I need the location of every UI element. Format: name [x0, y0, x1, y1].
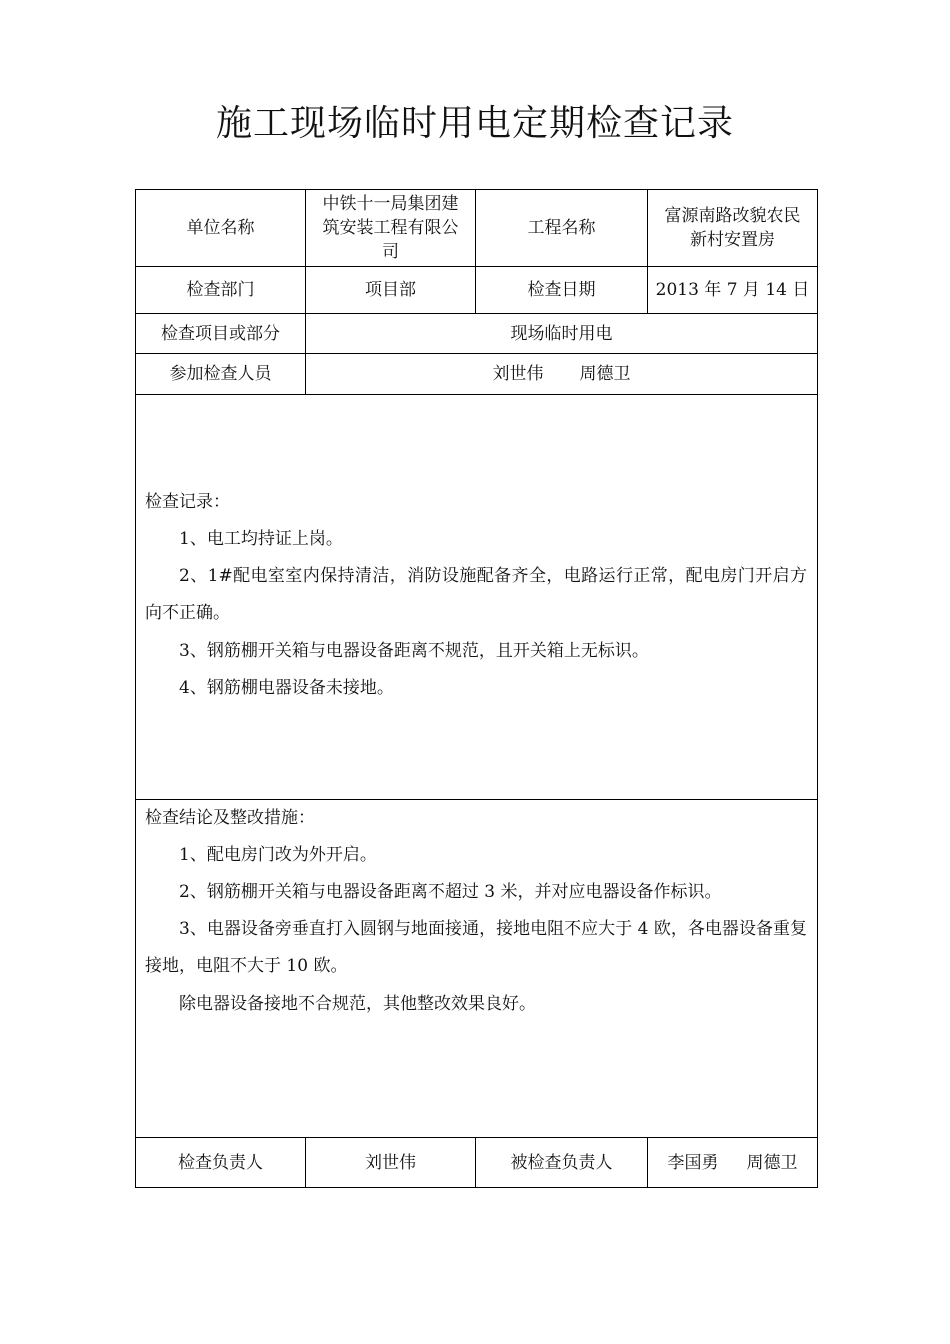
item-value: 现场临时用电	[306, 314, 818, 354]
dept-value: 项目部	[306, 267, 476, 314]
conclusion-item: 1、配电房门改为外开启。	[179, 845, 377, 865]
inspectee-value	[648, 1138, 818, 1188]
conclusion-item: 3、电器设备旁垂直打入圆钢与地面接通，接地电阻不应大于 4 欧，各电器设备重复接地，电阻不大于 10 欧。	[145, 919, 807, 976]
inspectee-label: 被检查负责人	[476, 1138, 648, 1188]
record-heading: 检查记录：	[145, 492, 230, 512]
record-item: 4、钢筋棚电器设备未接地。	[179, 678, 394, 698]
row-record	[136, 395, 818, 800]
row-dept	[136, 267, 818, 314]
item-label: 检查项目或部分	[136, 314, 306, 354]
inspectee-name-1: 李国勇	[667, 1152, 719, 1173]
row-conclusion	[136, 800, 818, 1138]
conclusion-section	[136, 800, 817, 1137]
page-title: 施工现场临时用电定期检查记录	[215, 103, 734, 144]
conclusion-item: 2、钢筋棚开关箱与电器设备距离不超过 3 米，并对应电器设备作标识。	[179, 882, 722, 902]
staff-name-2: 周德卫	[579, 364, 631, 384]
row-footer	[136, 1138, 818, 1188]
date-value: 2013 年 7 月 14 日	[648, 267, 818, 314]
unit-label: 单位名称	[136, 190, 306, 267]
staff-value	[306, 354, 818, 395]
record-item: 2、1#配电室室内保持清洁，消防设施配备齐全，电路运行正常，配电房门开启方向不正确。	[145, 566, 807, 623]
row-item	[136, 314, 818, 354]
record-item: 1、电工均持证上岗。	[179, 529, 343, 549]
project-label: 工程名称	[476, 190, 648, 267]
row-unit	[136, 190, 818, 267]
inspection-record	[136, 395, 817, 799]
project-value: 富源南路改貌农民新村安置房	[648, 190, 818, 267]
conclusion-item: 除电器设备接地不合规范，其他整改效果良好。	[179, 994, 536, 1014]
dept-label: 检查部门	[136, 267, 306, 314]
inspector-label: 检查负责人	[136, 1138, 306, 1188]
date-label: 检查日期	[476, 267, 648, 314]
inspection-form-table	[135, 189, 818, 1188]
record-item: 3、钢筋棚开关箱与电器设备距离不规范，且开关箱上无标识。	[179, 641, 649, 661]
row-staff	[136, 354, 818, 395]
staff-name-1: 刘世伟	[492, 364, 544, 384]
conclusion-heading: 检查结论及整改措施：	[145, 808, 315, 828]
inspectee-name-2: 周德卫	[746, 1152, 798, 1173]
unit-value: 中铁十一局集团建筑安装工程有限公司	[306, 190, 476, 267]
inspector-value: 刘世伟	[306, 1138, 476, 1188]
staff-label: 参加检查人员	[136, 354, 306, 395]
